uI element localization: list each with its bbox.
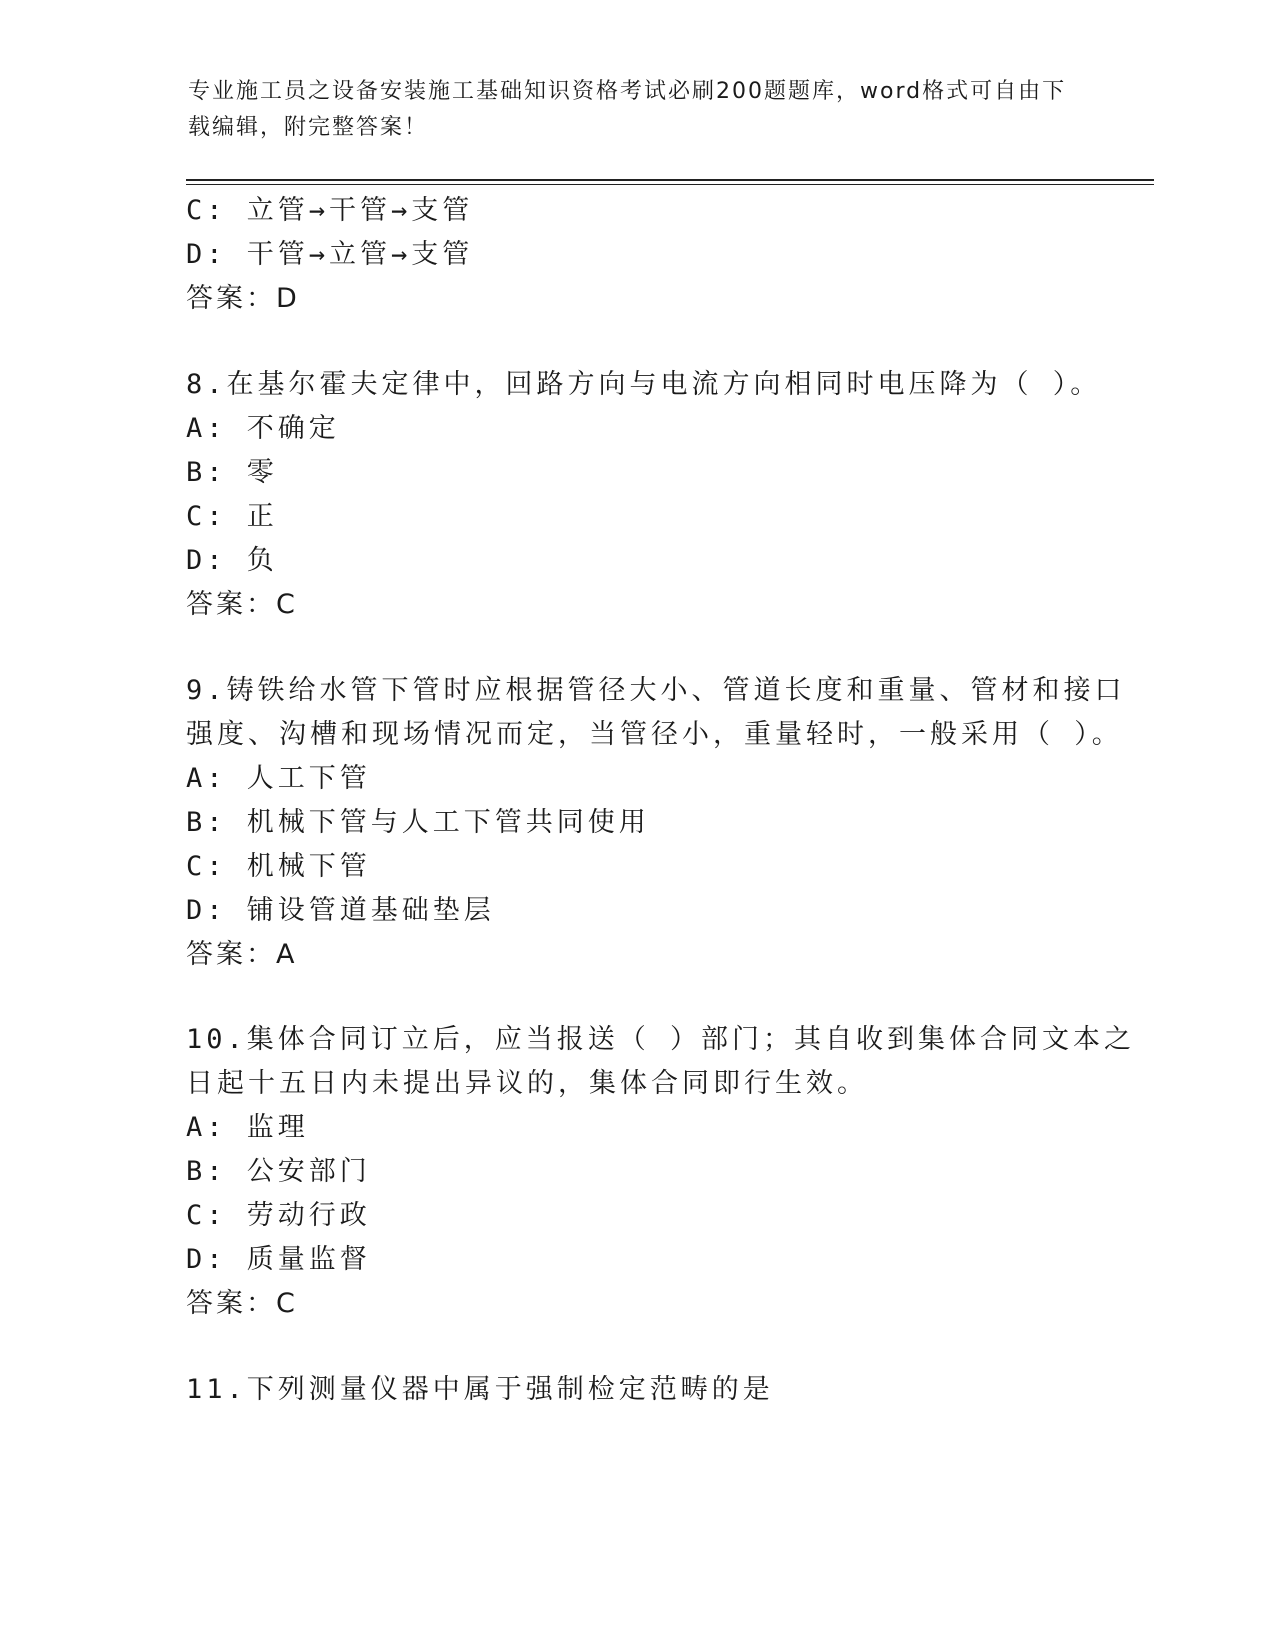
q10-option-a: A: 监理 (186, 1112, 309, 1143)
document-header: 专业施工员之设备安装施工基础知识资格考试必刷200题题库，word格式可自由下载编辑，附完整答案！ (188, 79, 1067, 140)
q10-option-b: B: 公安部门 (186, 1156, 371, 1187)
q7-answer: 答案：D (186, 283, 300, 314)
q8-option-c: C: 正 (186, 501, 278, 532)
q8-option-d: D: 负 (186, 545, 278, 576)
q9-answer: 答案：A (186, 939, 298, 970)
q7-option-c: C: 立管→干管→支管 (186, 195, 474, 226)
q8-option-b: B: 零 (186, 457, 278, 488)
q8-answer: 答案：C (186, 589, 298, 620)
q11-stem: 11.下列测量仪器中属于强制检定范畴的是 (186, 1374, 774, 1405)
q10-option-d: D: 质量监督 (186, 1244, 371, 1275)
q9-option-c: C: 机械下管 (186, 851, 371, 882)
q9-option-d: D: 铺设管道基础垫层 (186, 895, 495, 926)
q8-option-a: A: 不确定 (186, 413, 340, 444)
header-rule-thin (186, 184, 1154, 185)
q9-stem-line2: 强度、沟槽和现场情况而定，当管径小，重量轻时，一般采用（ ）。 (186, 719, 1123, 750)
q9-option-a: A: 人工下管 (186, 763, 371, 794)
q9-option-b: B: 机械下管与人工下管共同使用 (186, 807, 650, 838)
header-rule (186, 179, 1154, 181)
q8-stem: 8.在基尔霍夫定律中，回路方向与电流方向相同时电压降为（ ）。 (186, 369, 1102, 400)
q10-option-c: C: 劳动行政 (186, 1200, 371, 1231)
q9-stem-line1: 9.铸铁给水管下管时应根据管径大小、管道长度和重量、管材和接口 (186, 675, 1126, 706)
q10-stem-line1: 10.集体合同订立后，应当报送（ ）部门；其自收到集体合同文本之 (186, 1024, 1136, 1055)
q7-option-d: D: 干管→立管→支管 (186, 239, 474, 270)
q10-stem-line2: 日起十五日内未提出异议的，集体合同即行生效。 (186, 1068, 868, 1099)
q10-answer: 答案：C (186, 1288, 298, 1319)
